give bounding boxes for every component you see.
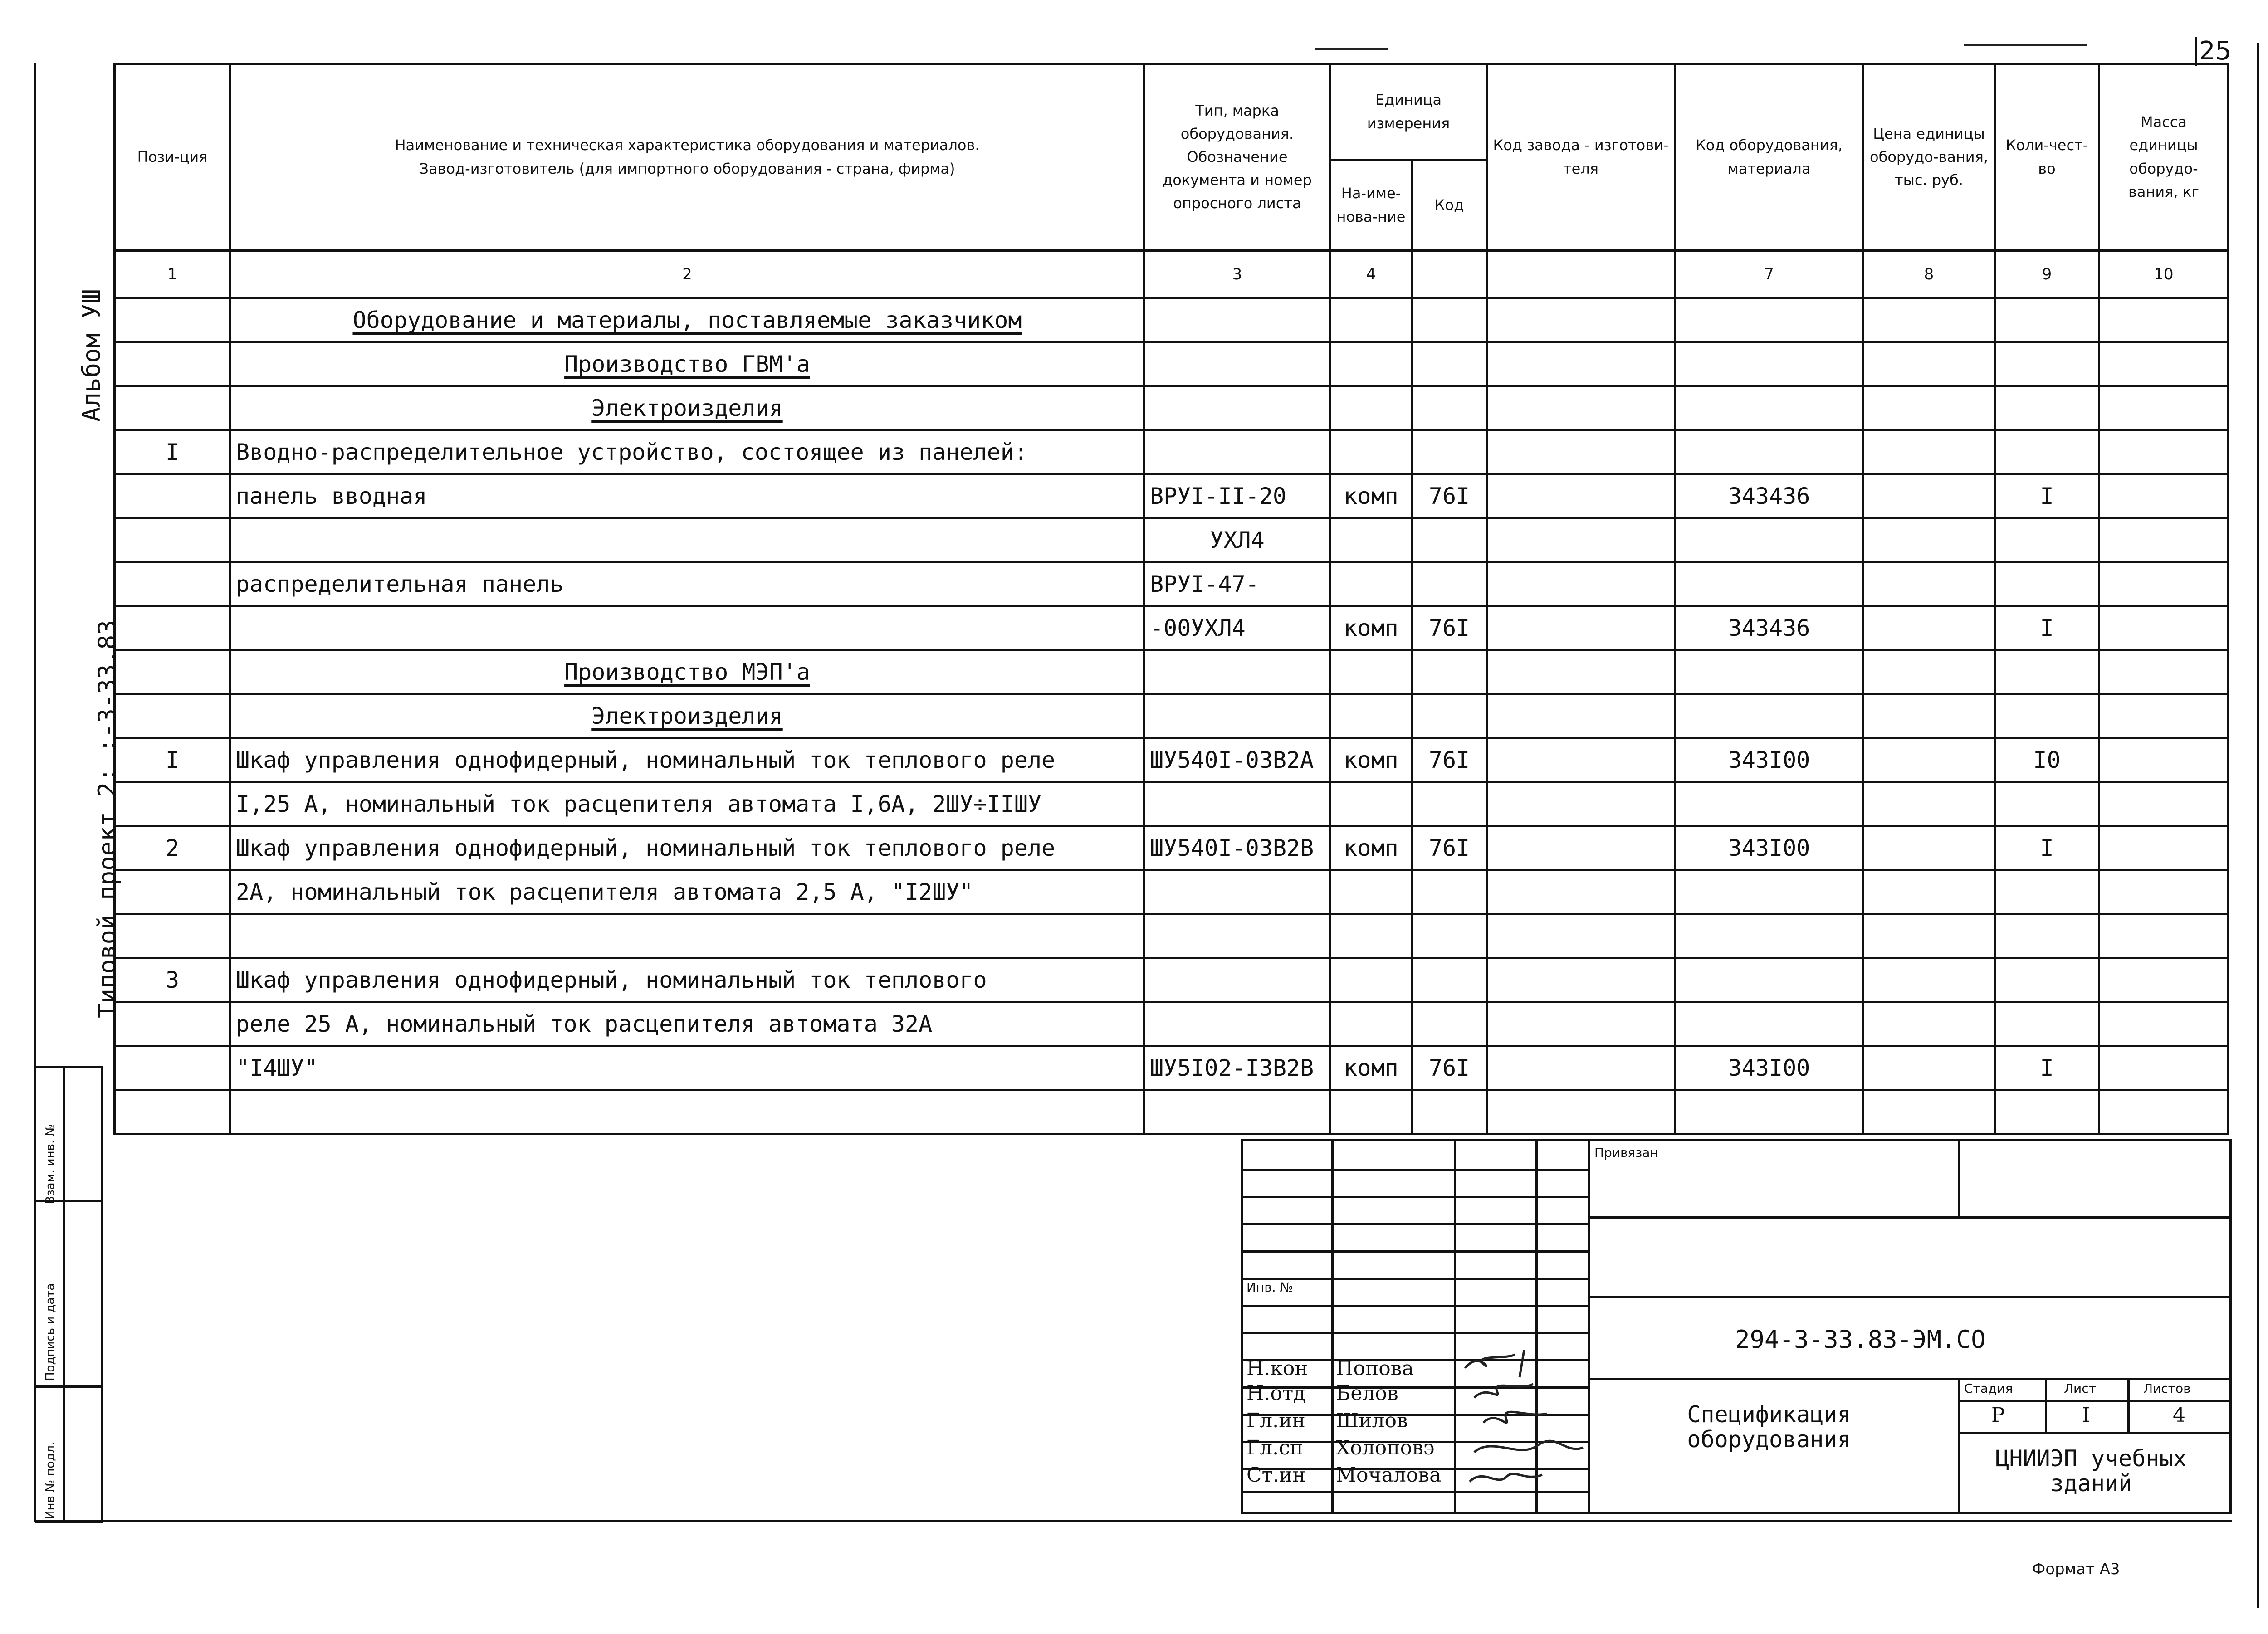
cell-unit-code: 76I xyxy=(1412,738,1487,782)
header-position: Пози-ция xyxy=(115,64,230,251)
sheets-label: Листов xyxy=(2143,1381,2191,1396)
cell-position: I xyxy=(115,738,230,782)
cell-unit-code: 76I xyxy=(1412,474,1487,518)
header-quantity: Коли-чест-во xyxy=(1995,64,2099,251)
col-number xyxy=(1487,251,1675,298)
album-label: Альбом УШ xyxy=(77,289,106,422)
signer-role: Гл.сп xyxy=(1246,1436,1304,1459)
table-row xyxy=(115,606,2229,650)
cell-type: ВРУI-47- xyxy=(1144,562,1330,606)
signer-name: Попова xyxy=(1336,1357,1414,1380)
table-row xyxy=(115,914,2229,958)
grid-line xyxy=(1243,1196,1588,1198)
cell-unit: комп xyxy=(1330,738,1412,782)
page-number-bracket xyxy=(2195,37,2197,66)
cell-position: I xyxy=(115,430,230,474)
col-number: 9 xyxy=(1995,251,2099,298)
table-row xyxy=(115,342,2229,386)
grid-line xyxy=(1958,1400,2232,1402)
cell-name: Шкаф управления однофидерный, номинальный ток теплового xyxy=(230,958,1144,1002)
table-row xyxy=(115,562,2229,606)
cell-quantity: I xyxy=(1995,1046,2099,1090)
grid-line xyxy=(1958,1378,1960,1512)
grid-line xyxy=(1243,1332,1588,1334)
table-row xyxy=(115,430,2229,474)
cell-unit: комп xyxy=(1330,606,1412,650)
cell-equipment-code: 343436 xyxy=(1675,474,1863,518)
cell-type: ШУ540I-03В2В xyxy=(1144,826,1330,870)
header-name-line1: Наименование и техническая характеристика оборудования и материалов. xyxy=(395,137,980,154)
section-title: Электроизделия xyxy=(230,386,1144,430)
grid-line xyxy=(1588,1296,2232,1298)
bottom-frame-line xyxy=(36,1520,2232,1522)
stage-value: Р xyxy=(1991,1404,2005,1427)
cell-position: 2 xyxy=(115,826,230,870)
document-name-line1: Спецификация xyxy=(1687,1401,1851,1428)
section-title: Электроизделия xyxy=(230,694,1144,738)
grid-line xyxy=(1243,1305,1588,1307)
sheet-label: Лист xyxy=(2064,1381,2096,1396)
col-number xyxy=(1412,251,1487,298)
cell-unit-code: 76I xyxy=(1412,826,1487,870)
header-name-line2: Завод-изготовитель (для импортного оборудования - страна, фирма) xyxy=(419,160,955,177)
header-name xyxy=(230,64,1144,251)
signatures-drawing xyxy=(1456,1341,1592,1495)
page-number: 25 xyxy=(2199,36,2232,66)
signer-role: Гл.ин xyxy=(1246,1409,1305,1432)
header-unit-code: Код xyxy=(1412,160,1487,251)
stage-label: Стадия xyxy=(1964,1381,2013,1396)
grid-line xyxy=(1958,1432,2232,1434)
document-name-line2: оборудования xyxy=(1687,1426,1851,1453)
col-number: 2 xyxy=(230,251,1144,298)
cell-name: "I4ШУ" xyxy=(230,1046,1144,1090)
grid-line xyxy=(1958,1141,1960,1216)
cell-name: Шкаф управления однофидерный, номинальный ток теплового реле xyxy=(230,826,1144,870)
document-name xyxy=(1633,1402,1905,1452)
bound-label: Привязан xyxy=(1594,1145,1658,1160)
signer-name: Мочалова xyxy=(1336,1463,1442,1487)
cell-quantity: I0 xyxy=(1995,738,2099,782)
table-row xyxy=(115,1002,2229,1046)
signer-name: Шилов xyxy=(1336,1409,1408,1432)
cell-type: УХЛ4 xyxy=(1144,518,1330,562)
table-row xyxy=(115,474,2229,518)
inv-repl-label: Взам. инв. № xyxy=(44,1124,57,1204)
cell-equipment-code: 343I00 xyxy=(1675,738,1863,782)
cell-type: ВРУI-II-20 xyxy=(1144,474,1330,518)
cell-equipment-code: 343I00 xyxy=(1675,1046,1863,1090)
title-block xyxy=(1241,1139,2232,1514)
grid-line xyxy=(1588,1378,2232,1380)
table-row xyxy=(115,386,2229,430)
grid-line xyxy=(1588,1216,2232,1219)
cell-name: панель вводная xyxy=(230,474,1144,518)
col-number: 4 xyxy=(1330,251,1412,298)
cell-name: Шкаф управления однофидерный, номинальный ток теплового реле xyxy=(230,738,1144,782)
cell-quantity: I xyxy=(1995,826,2099,870)
specification-table xyxy=(113,63,2229,1135)
table-row xyxy=(115,298,2229,342)
signer-name: Холоповэ xyxy=(1336,1436,1435,1459)
organization-line2: зданий xyxy=(2050,1470,2132,1497)
cell-name: Вводно-распределительное устройство, состоящее из панелей: xyxy=(230,430,1144,474)
scan-mark xyxy=(1315,48,1388,50)
cell-equipment-code: 343436 xyxy=(1675,606,1863,650)
signer-name: Белов xyxy=(1336,1382,1398,1405)
organization xyxy=(1964,1446,2218,1496)
cell-quantity: I xyxy=(1995,606,2099,650)
col-number: 1 xyxy=(115,251,230,298)
table-row xyxy=(115,826,2229,870)
project-label: Типовой проект 2: :-3-33.83 xyxy=(93,620,122,1018)
col-number: 10 xyxy=(2099,251,2229,298)
cell-quantity: I xyxy=(1995,474,2099,518)
cell-type: ШУ5I02-I3В2В xyxy=(1144,1046,1330,1090)
header-equipment-code: Код оборудования, материала xyxy=(1675,64,1863,251)
organization-line1: ЦНИИЭП учебных xyxy=(1995,1445,2187,1472)
table-row xyxy=(115,870,2229,914)
frame-right-border xyxy=(2257,43,2259,1608)
signer-role: Н.кон xyxy=(1246,1357,1308,1380)
sheets-value: 4 xyxy=(2173,1404,2185,1427)
cell-name: 2А, номинальный ток расцепителя автомата 2,5 А, "I2ШУ" xyxy=(230,870,1144,914)
cell-name: I,25 А, номинальный ток расцепителя автомата I,6А, 2ШУ÷IIШУ xyxy=(230,782,1144,826)
cell-position: 3 xyxy=(115,958,230,1002)
cell-unit-code: 76I xyxy=(1412,1046,1487,1090)
header-price: Цена единицы оборудо-вания, тыс. руб. xyxy=(1863,64,1995,251)
grid-line xyxy=(1243,1278,1588,1280)
cell-name: реле 25 А, номинальный ток расцепителя автомата 32А xyxy=(230,1002,1144,1046)
cell-name: распределительная панель xyxy=(230,562,1144,606)
col-number: 3 xyxy=(1144,251,1330,298)
grid-line xyxy=(1243,1169,1588,1171)
scan-mark xyxy=(1964,44,2087,46)
cell-unit: комп xyxy=(1330,1046,1412,1090)
cell-unit: комп xyxy=(1330,826,1412,870)
table-row xyxy=(115,782,2229,826)
strip-divider xyxy=(63,1068,65,1521)
header-type: Тип, марка оборудования. Обозначение документа и номер опросного листа xyxy=(1144,64,1330,251)
header-plant-code: Код завода - изготови-теля xyxy=(1487,64,1675,251)
cell-equipment-code: 343I00 xyxy=(1675,826,1863,870)
table-row xyxy=(115,1090,2229,1134)
table-row xyxy=(115,518,2229,562)
table-row xyxy=(115,958,2229,1002)
sign-date-label: Подпись и дата xyxy=(44,1283,57,1381)
section-title: Производство ГВМ'а xyxy=(230,342,1144,386)
grid-line xyxy=(2127,1378,2130,1432)
cell-type: ШУ540I-03В2А xyxy=(1144,738,1330,782)
cell-unit: комп xyxy=(1330,474,1412,518)
table-row xyxy=(115,1046,2229,1090)
table-row xyxy=(115,738,2229,782)
signer-role: Ст.ин xyxy=(1246,1463,1306,1487)
header-unit: Единица измерения xyxy=(1330,64,1487,160)
document-code: 294-3-33.83-ЭМ.СО xyxy=(1735,1325,1986,1354)
margin-stamp-strip xyxy=(35,1066,103,1523)
grid-line xyxy=(2045,1378,2047,1432)
inv-orig-label: Инв № подл. xyxy=(44,1441,57,1519)
inv-no-label: Инв. № xyxy=(1246,1280,1293,1295)
format-label: Формат А3 xyxy=(2032,1560,2120,1578)
table-row xyxy=(115,650,2229,694)
section-title: Производство МЭП'а xyxy=(230,650,1144,694)
grid-line xyxy=(1243,1250,1588,1253)
cell-unit-code: 76I xyxy=(1412,606,1487,650)
strip-divider xyxy=(35,1385,103,1388)
header-mass: Масса единицы оборудо-вания, кг xyxy=(2099,64,2229,251)
signer-role: Н.отд xyxy=(1246,1382,1306,1405)
table-row xyxy=(115,694,2229,738)
grid-line xyxy=(1243,1223,1588,1225)
col-number: 8 xyxy=(1863,251,1995,298)
cell-type: -00УХЛ4 xyxy=(1144,606,1330,650)
header-unit-name: На-име-нова-ние xyxy=(1330,160,1412,251)
col-number: 7 xyxy=(1675,251,1863,298)
sheet-value: I xyxy=(2082,1404,2090,1427)
section-title: Оборудование и материалы, поставляемые заказчиком xyxy=(230,298,1144,342)
